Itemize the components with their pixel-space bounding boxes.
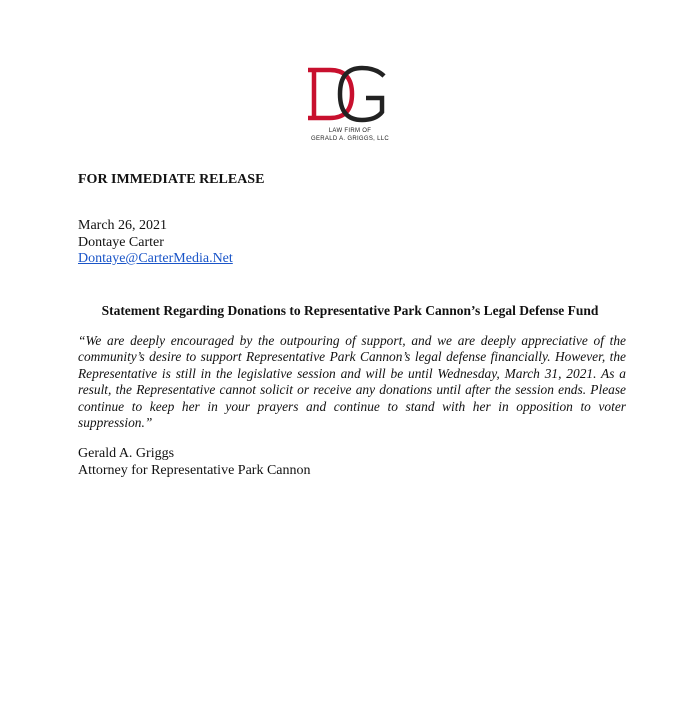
release-date: March 26, 2021 [78, 218, 168, 233]
contact-email-link[interactable]: Dontaye@CarterMedia.Net [78, 251, 233, 266]
statement-quote: “We are deeply encouraged by the outpouring of support, and we are deeply appreciative of the community’s desire to support Representative Park Cannon’s legal defense financially. However, the Representative is still in the legislative session and will be until Wednesday, March 31, 2021. As a result, the Representative cannot solicit or receive any donations until after the session ends. Please continue to keep her in your prayers and continue to stand with her in opposition to voter suppression.” [78, 333, 626, 431]
signatory-title: Attorney for Representative Park Cannon [78, 463, 311, 478]
letterhead-firm-name: GERALD A. GRIGGS, LLC [311, 136, 389, 142]
signatory-name: Gerald A. Griggs [78, 446, 175, 461]
statement-heading: Statement Regarding Donations to Representative Park Cannon’s Legal Defense Fund [101, 303, 599, 318]
dg-monogram-icon [300, 62, 400, 126]
release-label: FOR IMMEDIATE RELEASE [78, 172, 265, 187]
contact-name: Dontaye Carter [78, 235, 164, 250]
letterhead-firm-line: LAW FIRM OF [328, 128, 372, 134]
